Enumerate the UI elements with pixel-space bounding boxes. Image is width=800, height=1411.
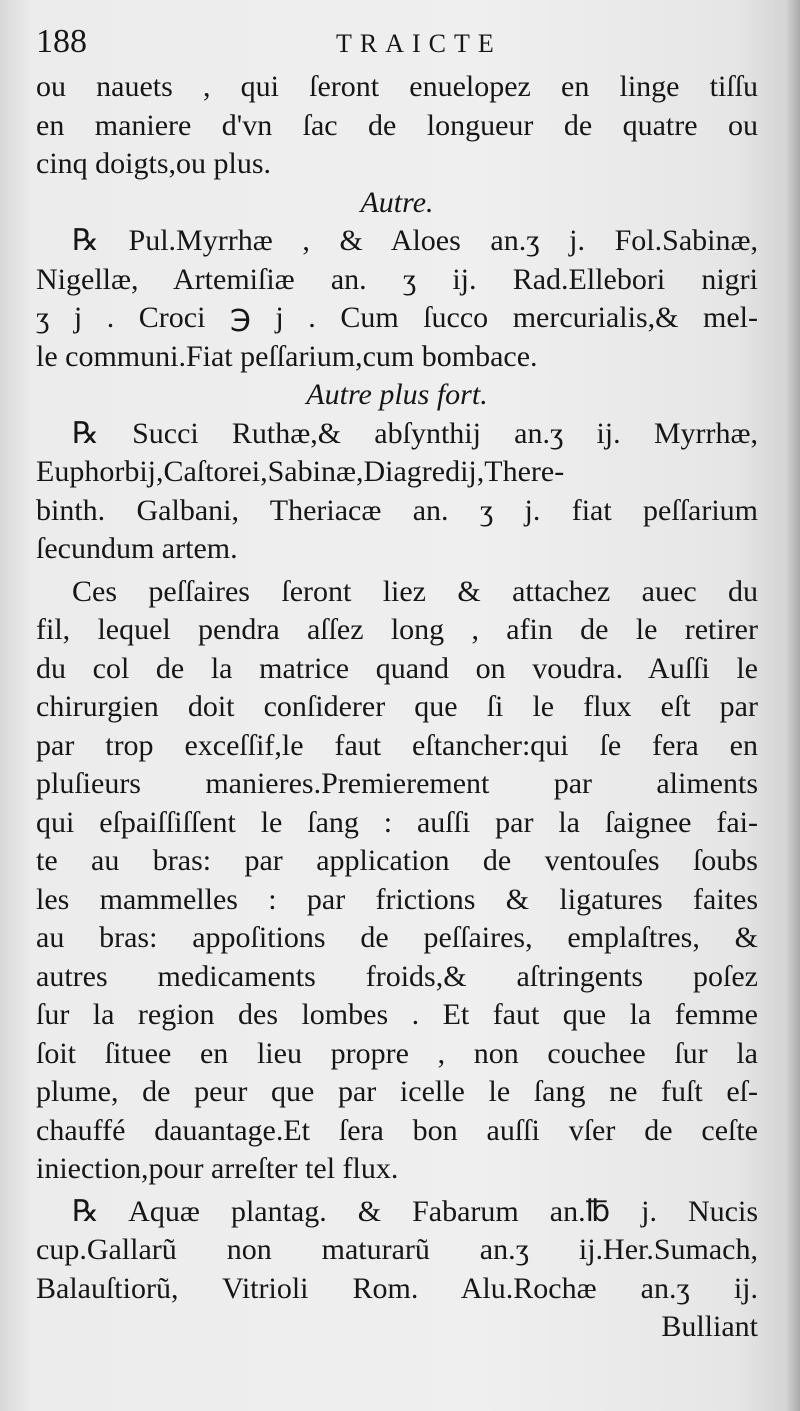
text-line: par trop exceſſif,le faut eſtancher:qui ſe fera en bbox=[36, 728, 758, 762]
section-heading: Autre plus fort. bbox=[306, 378, 488, 411]
text-line: fil, lequel pendra aſſez long , afin de le retirer bbox=[36, 613, 758, 646]
recipe-paragraph bbox=[36, 222, 758, 376]
text-line: autres medicaments froids,& aſtringents poſez bbox=[36, 959, 758, 993]
text-line: ℞ Succi Ruthæ,& abſynthij an.ʒ ij. Myrrhæ, bbox=[72, 416, 758, 450]
text-line: Euphorbij,Caſtorei,Sabinæ,Diagredij,There- bbox=[36, 455, 565, 488]
recipe-paragraph bbox=[36, 1193, 758, 1309]
section-heading: Autre. bbox=[360, 185, 434, 219]
page-gutter-shadow bbox=[786, 0, 800, 1411]
text-line: chirurgien doit conſiderer que ſi le flux eſt par bbox=[36, 690, 758, 723]
text-line: du col de la matrice quand on voudra. Auſſi le bbox=[36, 651, 758, 685]
text-line: ℞ Aquæ plantag. & Fabarum an.℔ j. Nucis bbox=[72, 1194, 758, 1228]
text-line: qui eſpaiſſiſſent le ſang : auſſi par la ſaignee fai- bbox=[36, 805, 758, 839]
text-line: ou nauets , qui ſeront enuelopez en linge tiſſu bbox=[36, 70, 758, 103]
recipe-paragraph bbox=[36, 415, 758, 569]
page-number: 188 bbox=[36, 23, 87, 60]
text-line: ℞ Pul.Myrrhæ , & Aloes an.ʒ j. Fol.Sabinæ, bbox=[72, 224, 758, 257]
page-header bbox=[36, 20, 736, 64]
text-line: Ces peſſaires ſeront liez & attachez auec du bbox=[72, 574, 758, 608]
text-line: Nigellæ, Artemiſiæ an. ʒ ij. Rad.Ellebori nigri bbox=[36, 262, 758, 296]
text-line: Balauſtiorũ, Vitrioli Rom. Alu.Rochæ an.ʒ ij. bbox=[36, 1271, 758, 1305]
text-line: au bras: appoſitions de peſſaires, emplaſtres, & bbox=[36, 921, 758, 954]
text-line: cinq doigts,ou plus. bbox=[36, 147, 272, 180]
text-line: en maniere d'vn ſac de longueur de quatre ou bbox=[36, 108, 758, 142]
text-line: ſecundum artem. bbox=[36, 532, 238, 565]
text-line: te au bras: par application de ventouſes ſoubs bbox=[36, 844, 758, 877]
running-head: TRAICTE bbox=[336, 29, 502, 58]
text-line: plume, de peur que par icelle le ſang ne fuſt eſ- bbox=[36, 1075, 758, 1108]
text-line: cup.Gallarũ non maturarũ an.ʒ ij.Her.Sumach, bbox=[36, 1233, 758, 1266]
text-line: le communi.Fiat peſſarium,cum bombace. bbox=[36, 339, 538, 373]
paragraph-continuation bbox=[36, 68, 758, 184]
text-line: chauffé dauantage.Et ſera bon auſſi vſer de ceſte bbox=[36, 1113, 758, 1147]
text-line: pluſieurs manieres.Premierement par aliments bbox=[36, 767, 758, 800]
catchword: Bulliant bbox=[661, 1310, 758, 1343]
text-line: les mammelles : par frictions & ligatures faites bbox=[36, 882, 758, 916]
text-line: ſur la region des lombes . Et faut que la femme bbox=[36, 998, 758, 1031]
text-line: iniection,pour arreſter tel flux. bbox=[36, 1152, 399, 1185]
page-text bbox=[36, 68, 758, 1347]
text-line: ʒ j . Croci ℈ j . Cum ſucco mercurialis,& mel- bbox=[36, 301, 758, 334]
text-line: ſoit ſituee en lieu propre , non couchee ſur la bbox=[36, 1036, 758, 1070]
text-line: binth. Galbani, Theriacæ an. ʒ j. fiat peſſarium bbox=[36, 493, 758, 527]
body-paragraph bbox=[36, 573, 758, 1189]
